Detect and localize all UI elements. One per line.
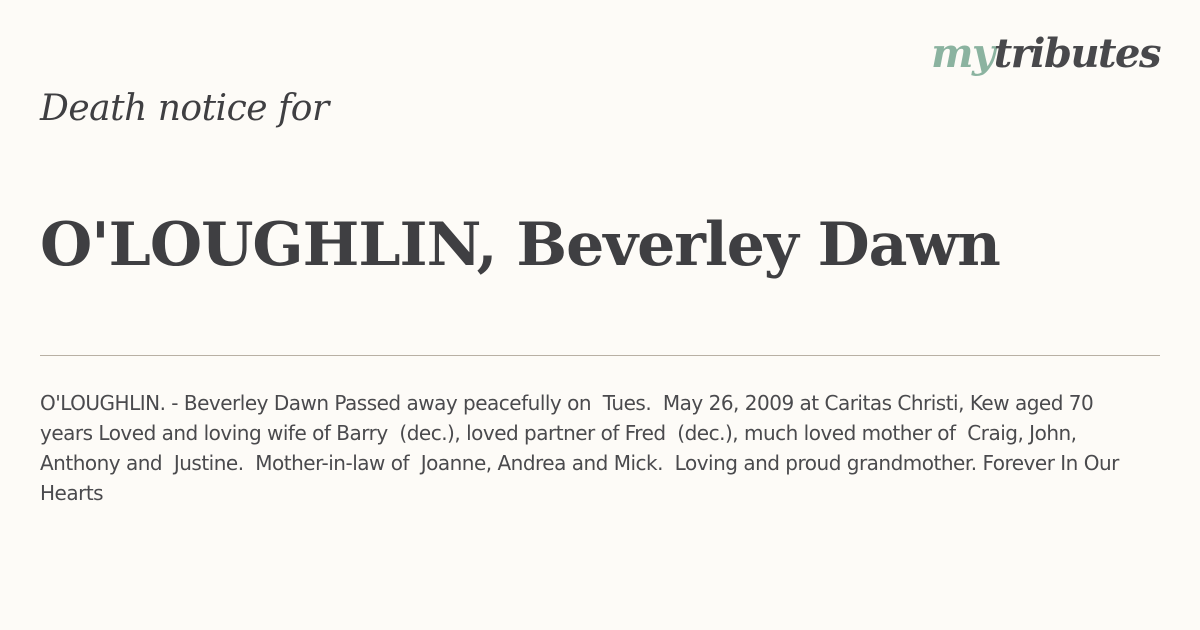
notice-kicker: Death notice for xyxy=(40,88,329,129)
deceased-name: O'LOUGHLIN, Beverley Dawn xyxy=(40,210,1000,280)
logo-tributes: tributes xyxy=(993,30,1160,77)
logo-my: my xyxy=(931,30,994,77)
divider xyxy=(40,355,1160,356)
notice-body: O'LOUGHLIN. - Beverley Dawn Passed away peacefully on Tues. May 26, 2009 at Caritas Christi, Kew aged 70 years Loved and loving wife of Barry (dec.), loved partner of Fred (dec.), much loved mother of Craig, John, Anthony and Justine. Mother-in-law of Joanne, Andrea and Mick. Loving and proud grandmother. Forever In Our Hearts xyxy=(40,391,1125,505)
mytributes-logo[interactable] xyxy=(931,30,1160,77)
